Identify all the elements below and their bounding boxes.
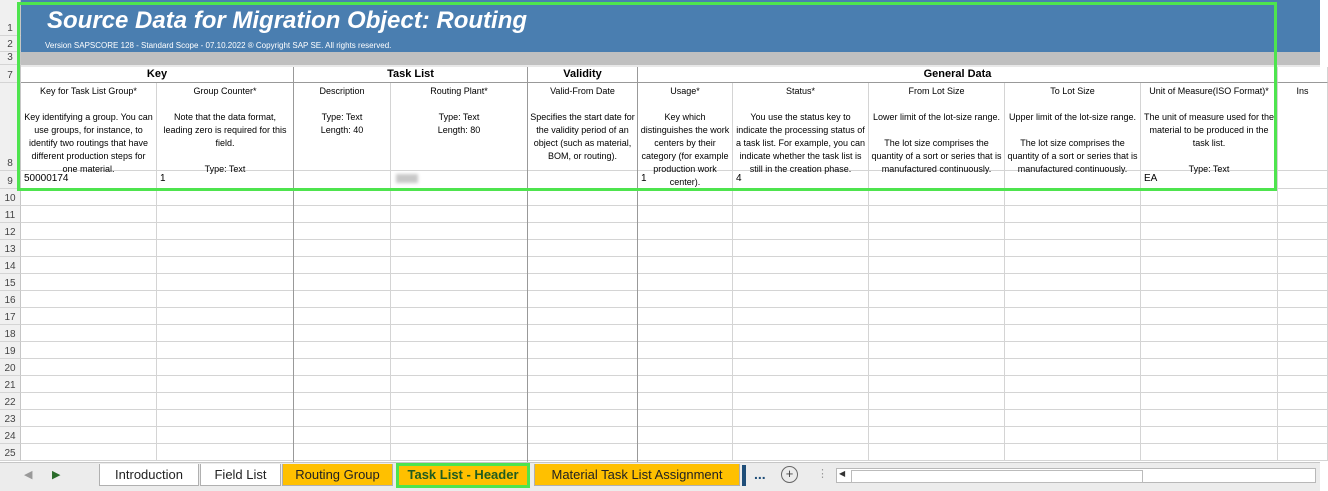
empty-cell[interactable] <box>1005 223 1141 240</box>
sheet-subtitle: Version SAPSCORE 128 - Standard Scope - 07.10.2022 ® Copyright SAP SE. All rights reserved. <box>45 41 392 50</box>
empty-cell[interactable] <box>1005 274 1141 291</box>
tab-scroll-left-icon[interactable]: ◀ <box>24 469 33 481</box>
tab-introduction[interactable]: Introduction <box>99 464 199 486</box>
empty-cell[interactable] <box>733 291 869 308</box>
empty-cell[interactable] <box>294 189 391 206</box>
sheet-tab-bar <box>0 462 1320 491</box>
empty-cell[interactable] <box>391 206 528 223</box>
empty-cell[interactable] <box>1141 342 1278 359</box>
empty-cell[interactable] <box>1278 342 1328 359</box>
empty-cell[interactable] <box>638 393 733 410</box>
empty-cell[interactable] <box>733 325 869 342</box>
empty-cell[interactable] <box>157 291 294 308</box>
empty-cell[interactable] <box>157 376 294 393</box>
empty-cell[interactable] <box>21 325 157 342</box>
group-general-data[interactable]: General Data <box>638 67 1278 83</box>
column-header[interactable] <box>869 83 1005 174</box>
row-header[interactable] <box>0 240 21 257</box>
empty-cell[interactable] <box>294 274 391 291</box>
empty-cell[interactable] <box>391 189 528 206</box>
redacted-value <box>396 174 418 183</box>
empty-cell[interactable] <box>1005 189 1141 206</box>
group-next[interactable] <box>1278 67 1328 83</box>
empty-cell[interactable] <box>157 410 294 427</box>
data-cell[interactable] <box>391 171 528 189</box>
sheet-title: Source Data for Migration Object: Routing <box>47 7 528 34</box>
row-header[interactable] <box>0 257 21 274</box>
empty-cell[interactable] <box>1278 325 1328 342</box>
empty-cell[interactable] <box>528 223 638 240</box>
scroll-left-arrow-icon[interactable]: ◀ <box>839 469 846 478</box>
empty-cell[interactable] <box>157 206 294 223</box>
row-number: 1 <box>7 23 13 34</box>
data-cell[interactable]: 4 <box>733 171 869 189</box>
empty-cell[interactable] <box>1278 223 1328 240</box>
empty-cell[interactable] <box>1005 325 1141 342</box>
column-title: Status* <box>785 86 816 96</box>
empty-cell[interactable] <box>21 359 157 376</box>
row-header[interactable] <box>0 36 21 52</box>
column-description: The unit of measure used for the material to be produced in the task list. Type: Text <box>1143 112 1275 174</box>
empty-cell[interactable] <box>294 410 391 427</box>
column-title: Description <box>319 86 365 96</box>
empty-cell[interactable] <box>1141 427 1278 444</box>
group-divider <box>527 67 528 462</box>
group-divider <box>293 67 294 462</box>
row-header[interactable] <box>0 189 21 206</box>
empty-cell[interactable] <box>528 342 638 359</box>
row-header[interactable] <box>0 359 21 376</box>
empty-cell[interactable] <box>1278 257 1328 274</box>
empty-cell[interactable] <box>1141 444 1278 461</box>
row-header[interactable] <box>0 83 21 171</box>
row-header[interactable] <box>0 0 21 36</box>
title-row <box>21 0 1320 52</box>
tab-scroll-right-icon[interactable]: ▶ <box>52 469 61 481</box>
row-number: 21 <box>4 380 16 391</box>
empty-cell[interactable] <box>21 308 157 325</box>
empty-cell[interactable] <box>528 308 638 325</box>
separator-row <box>21 52 1320 65</box>
empty-cell[interactable] <box>733 427 869 444</box>
row-number: 14 <box>4 261 16 272</box>
empty-cell[interactable] <box>157 189 294 206</box>
empty-cell[interactable] <box>869 444 1005 461</box>
empty-cell[interactable] <box>528 291 638 308</box>
column-title: Routing Plant* <box>430 86 488 96</box>
empty-cell[interactable] <box>21 189 157 206</box>
data-cell[interactable]: 1 <box>157 171 294 189</box>
column-title: Unit of Measure(ISO Format)* <box>1149 86 1269 96</box>
column-header[interactable] <box>21 83 157 174</box>
row-number: 19 <box>4 346 16 357</box>
empty-cell[interactable] <box>157 342 294 359</box>
empty-cell[interactable] <box>21 274 157 291</box>
empty-cell[interactable] <box>21 444 157 461</box>
column-header[interactable] <box>733 83 869 174</box>
empty-cell[interactable] <box>21 223 157 240</box>
empty-cell[interactable] <box>733 240 869 257</box>
empty-cell[interactable] <box>1278 274 1328 291</box>
row-number: 16 <box>4 295 16 306</box>
empty-cell[interactable] <box>528 274 638 291</box>
data-cell[interactable] <box>1005 171 1141 189</box>
empty-cell[interactable] <box>294 291 391 308</box>
empty-cell[interactable] <box>1141 359 1278 376</box>
group-key[interactable]: Key <box>21 67 294 83</box>
row-number: 23 <box>4 414 16 425</box>
empty-cell[interactable] <box>21 206 157 223</box>
row-number: 13 <box>4 244 16 255</box>
empty-cell[interactable] <box>869 291 1005 308</box>
empty-cell[interactable] <box>1005 291 1141 308</box>
column-title: Ins <box>1296 86 1309 96</box>
empty-cell[interactable] <box>528 240 638 257</box>
empty-cell[interactable] <box>869 359 1005 376</box>
data-cell[interactable] <box>1278 171 1328 189</box>
row-header[interactable] <box>0 427 21 444</box>
column-description: Upper limit of the lot-size range. The lot size comprises the quantity of a sort or series that is manufactured continuously. <box>1007 112 1138 174</box>
empty-cell[interactable] <box>157 427 294 444</box>
row-number: 8 <box>7 158 13 169</box>
empty-cell[interactable] <box>391 274 528 291</box>
row-number: 17 <box>4 312 16 323</box>
column-header[interactable] <box>391 83 528 171</box>
empty-cell[interactable] <box>21 410 157 427</box>
data-cell[interactable]: 1 <box>638 171 733 189</box>
empty-cell[interactable] <box>869 342 1005 359</box>
empty-cell[interactable] <box>294 223 391 240</box>
empty-cell[interactable] <box>391 325 528 342</box>
row-number: 18 <box>4 329 16 340</box>
data-cell[interactable] <box>528 171 638 189</box>
empty-cell[interactable] <box>733 342 869 359</box>
tab-field-list[interactable]: Field List <box>200 464 281 486</box>
tab-edge <box>742 465 746 486</box>
empty-cell[interactable] <box>1005 393 1141 410</box>
row-number: 7 <box>7 70 13 81</box>
empty-cell[interactable] <box>733 308 869 325</box>
empty-cell[interactable] <box>1005 359 1141 376</box>
empty-cell[interactable] <box>294 342 391 359</box>
empty-cell[interactable] <box>157 308 294 325</box>
empty-cell[interactable] <box>391 393 528 410</box>
empty-cell[interactable] <box>638 206 733 223</box>
empty-cell[interactable] <box>869 274 1005 291</box>
empty-cell[interactable] <box>1005 257 1141 274</box>
empty-cell[interactable] <box>528 206 638 223</box>
empty-cell[interactable] <box>638 291 733 308</box>
empty-cell[interactable] <box>1141 257 1278 274</box>
empty-cell[interactable] <box>391 308 528 325</box>
empty-cell[interactable] <box>528 444 638 461</box>
empty-cell[interactable] <box>21 291 157 308</box>
horizontal-scrollbar[interactable] <box>836 468 1316 483</box>
empty-cell[interactable] <box>1278 410 1328 427</box>
column-header[interactable] <box>157 83 294 174</box>
column-description: Lower limit of the lot-size range. The lot size comprises the quantity of a sort or series that is manufactured continuously. <box>871 112 1002 174</box>
empty-cell[interactable] <box>294 359 391 376</box>
more-tabs-button[interactable]: ... <box>754 466 766 482</box>
empty-cell[interactable] <box>391 410 528 427</box>
empty-cell[interactable] <box>1278 376 1328 393</box>
empty-cell[interactable] <box>869 376 1005 393</box>
empty-cell[interactable] <box>869 410 1005 427</box>
empty-cell[interactable] <box>869 223 1005 240</box>
row-number: 25 <box>4 448 16 459</box>
empty-cell[interactable] <box>1278 189 1328 206</box>
empty-cell[interactable] <box>294 427 391 444</box>
empty-cell[interactable] <box>1005 376 1141 393</box>
add-sheet-button[interactable]: + <box>781 466 798 483</box>
empty-cell[interactable] <box>638 274 733 291</box>
empty-cell[interactable] <box>294 444 391 461</box>
empty-cell[interactable] <box>638 223 733 240</box>
empty-cell[interactable] <box>733 206 869 223</box>
row-header[interactable] <box>0 342 21 359</box>
empty-cell[interactable] <box>391 257 528 274</box>
empty-cell[interactable] <box>157 240 294 257</box>
empty-cell[interactable] <box>528 427 638 444</box>
empty-cell[interactable] <box>1005 206 1141 223</box>
row-number: 20 <box>4 363 16 374</box>
empty-cell[interactable] <box>733 274 869 291</box>
empty-cell[interactable] <box>733 359 869 376</box>
data-cell[interactable]: EA <box>1141 171 1278 189</box>
row-header[interactable] <box>0 291 21 308</box>
empty-cell[interactable] <box>1005 342 1141 359</box>
empty-cell[interactable] <box>638 444 733 461</box>
row-number: 10 <box>4 193 16 204</box>
empty-cell[interactable] <box>733 189 869 206</box>
row-header[interactable] <box>0 393 21 410</box>
column-header[interactable] <box>528 83 638 171</box>
empty-cell[interactable] <box>1278 308 1328 325</box>
empty-cell[interactable] <box>638 427 733 444</box>
empty-cell[interactable] <box>157 359 294 376</box>
empty-cell[interactable] <box>294 393 391 410</box>
row-header[interactable] <box>0 274 21 291</box>
empty-cell[interactable] <box>1141 189 1278 206</box>
row-header[interactable] <box>0 376 21 393</box>
empty-cell[interactable] <box>21 393 157 410</box>
column-title: Usage* <box>670 86 700 96</box>
row-header[interactable] <box>0 444 21 461</box>
empty-cell[interactable] <box>1278 427 1328 444</box>
empty-cell[interactable] <box>528 376 638 393</box>
empty-cell[interactable] <box>733 410 869 427</box>
empty-cell[interactable] <box>733 444 869 461</box>
empty-cell[interactable] <box>157 444 294 461</box>
row-number: 11 <box>4 210 16 221</box>
empty-cell[interactable] <box>869 206 1005 223</box>
empty-cell[interactable] <box>1141 325 1278 342</box>
row-number: 24 <box>4 431 16 442</box>
empty-cell[interactable] <box>1005 444 1141 461</box>
row-number: 2 <box>7 39 13 50</box>
empty-cell[interactable] <box>157 393 294 410</box>
empty-cell[interactable] <box>1141 206 1278 223</box>
empty-cell[interactable] <box>21 376 157 393</box>
empty-cell[interactable] <box>869 393 1005 410</box>
empty-cell[interactable] <box>1141 223 1278 240</box>
empty-cell[interactable] <box>638 308 733 325</box>
column-description: Specifies the start date for the validity period of an object (such as material, BOM, or routing). <box>530 112 635 161</box>
empty-cell[interactable] <box>294 206 391 223</box>
column-header[interactable] <box>294 83 391 171</box>
empty-cell[interactable] <box>528 257 638 274</box>
empty-cell[interactable] <box>294 240 391 257</box>
column-description: Type: Text Length: 80 <box>437 112 481 135</box>
empty-cell[interactable] <box>528 189 638 206</box>
column-description: Type: Text Length: 40 <box>320 112 364 135</box>
empty-cell[interactable] <box>1141 308 1278 325</box>
column-header[interactable] <box>1005 83 1141 174</box>
row-number: 15 <box>4 278 16 289</box>
empty-cell[interactable] <box>21 257 157 274</box>
empty-cell[interactable] <box>528 359 638 376</box>
empty-cell[interactable] <box>1141 376 1278 393</box>
empty-cell[interactable] <box>1141 240 1278 257</box>
row-number: 12 <box>4 227 16 238</box>
empty-cell[interactable] <box>157 325 294 342</box>
empty-cell[interactable] <box>528 325 638 342</box>
empty-cell[interactable] <box>528 393 638 410</box>
column-title: Group Counter* <box>193 86 257 96</box>
empty-cell[interactable] <box>391 240 528 257</box>
empty-cell[interactable] <box>1278 206 1328 223</box>
column-description: Key identifying a group. You can use groups, for instance, to identify two routings that have different production steps for one material. <box>24 112 153 174</box>
empty-cell[interactable] <box>638 359 733 376</box>
empty-cell[interactable] <box>638 257 733 274</box>
empty-cell[interactable] <box>294 376 391 393</box>
empty-cell[interactable] <box>638 342 733 359</box>
empty-cell[interactable] <box>157 257 294 274</box>
group-validity[interactable]: Validity <box>528 67 638 83</box>
empty-cell[interactable] <box>391 291 528 308</box>
empty-cell[interactable] <box>1278 240 1328 257</box>
empty-cell[interactable] <box>869 257 1005 274</box>
empty-cell[interactable] <box>391 444 528 461</box>
splitter-handle-icon[interactable]: ⋮ <box>817 468 828 480</box>
empty-cell[interactable] <box>638 410 733 427</box>
tab-routing-group[interactable]: Routing Group <box>282 464 393 486</box>
empty-cell[interactable] <box>1141 393 1278 410</box>
empty-cell[interactable] <box>21 427 157 444</box>
empty-cell[interactable] <box>157 274 294 291</box>
empty-cell[interactable] <box>1141 410 1278 427</box>
column-header[interactable] <box>1278 83 1328 171</box>
row-header[interactable] <box>0 206 21 223</box>
empty-cell[interactable] <box>733 257 869 274</box>
column-title: From Lot Size <box>908 86 965 96</box>
column-description: Key which distinguishes the work centers by their category (for example production work center). <box>640 112 730 187</box>
empty-cell[interactable] <box>733 393 869 410</box>
empty-cell[interactable] <box>294 257 391 274</box>
row-header[interactable] <box>0 52 21 65</box>
column-description: Note that the data format, leading zero is required for this field. Type: Text <box>163 112 287 174</box>
empty-cell[interactable] <box>638 240 733 257</box>
column-title: To Lot Size <box>1050 86 1095 96</box>
empty-cell[interactable] <box>1005 410 1141 427</box>
row-header[interactable] <box>0 171 21 189</box>
data-cell[interactable] <box>294 171 391 189</box>
column-title: Key for Task List Group* <box>40 86 137 96</box>
empty-cell[interactable] <box>157 223 294 240</box>
row-header[interactable] <box>0 65 21 83</box>
empty-cell[interactable] <box>1141 274 1278 291</box>
empty-cell[interactable] <box>1005 427 1141 444</box>
empty-cell[interactable] <box>1005 308 1141 325</box>
empty-cell[interactable] <box>528 410 638 427</box>
empty-cell[interactable] <box>391 427 528 444</box>
empty-cell[interactable] <box>869 189 1005 206</box>
tab-task-list-header[interactable]: Task List - Header <box>396 463 530 488</box>
row-header[interactable] <box>0 410 21 427</box>
empty-cell[interactable] <box>1278 291 1328 308</box>
empty-cell[interactable] <box>733 376 869 393</box>
empty-cell[interactable] <box>21 342 157 359</box>
tab-material-task-list-assignment[interactable]: Material Task List Assignment <box>534 464 740 486</box>
empty-cell[interactable] <box>733 223 869 240</box>
empty-cell[interactable] <box>21 240 157 257</box>
data-cell[interactable]: 50000174 <box>21 171 157 189</box>
empty-cell[interactable] <box>391 342 528 359</box>
column-header[interactable] <box>638 83 733 187</box>
data-cell[interactable] <box>869 171 1005 189</box>
row-header[interactable] <box>0 325 21 342</box>
row-header[interactable] <box>0 223 21 240</box>
group-divider <box>637 67 638 462</box>
scroll-thumb[interactable] <box>851 470 1143 483</box>
empty-cell[interactable] <box>294 308 391 325</box>
empty-cell[interactable] <box>391 359 528 376</box>
empty-cell[interactable] <box>638 376 733 393</box>
row-header[interactable] <box>0 308 21 325</box>
empty-cell[interactable] <box>638 189 733 206</box>
empty-cell[interactable] <box>869 325 1005 342</box>
empty-cell[interactable] <box>869 427 1005 444</box>
empty-cell[interactable] <box>638 325 733 342</box>
column-description: You use the status key to indicate the processing status of a task list. For example, you can indicate whether the task list is still in the creation phase. <box>735 112 866 174</box>
empty-cell[interactable] <box>391 223 528 240</box>
empty-cell[interactable] <box>869 240 1005 257</box>
empty-cell[interactable] <box>391 376 528 393</box>
column-title: Valid-From Date <box>550 86 615 96</box>
row-number: 22 <box>4 397 16 408</box>
empty-cell[interactable] <box>1278 444 1328 461</box>
empty-cell[interactable] <box>294 325 391 342</box>
empty-cell[interactable] <box>869 308 1005 325</box>
group-task-list[interactable]: Task List <box>294 67 528 83</box>
row-number: 3 <box>7 52 13 63</box>
empty-cell[interactable] <box>1278 393 1328 410</box>
empty-cell[interactable] <box>1005 240 1141 257</box>
row-number: 9 <box>7 176 13 187</box>
column-header[interactable] <box>1141 83 1278 174</box>
empty-cell[interactable] <box>1278 359 1328 376</box>
empty-cell[interactable] <box>1141 291 1278 308</box>
